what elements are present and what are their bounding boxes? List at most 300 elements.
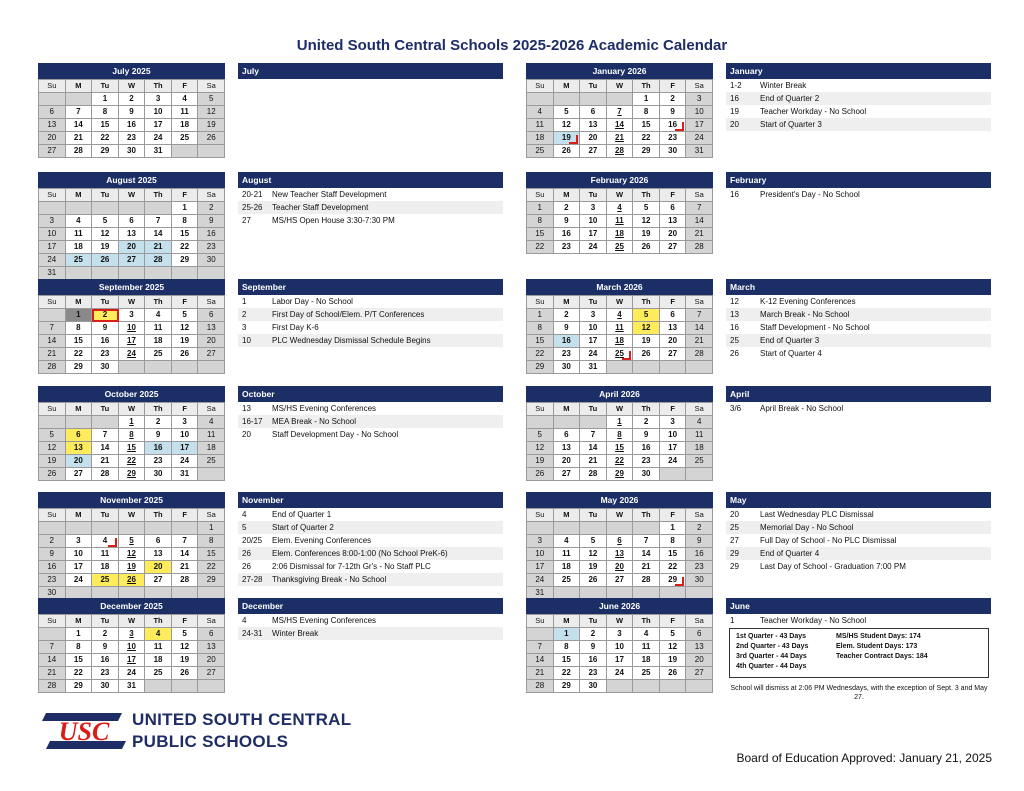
events-title: April [726,386,991,402]
weekday-label: Sa [686,403,713,416]
calendar-day [686,522,713,535]
calendar-day [119,132,146,145]
day-number: 4 [102,536,108,545]
calendar-day [686,93,713,106]
day-number: 21 [694,229,704,238]
calendar-day [580,641,607,654]
month-title: September 2025 [38,279,225,295]
day-number: 29 [535,362,545,371]
calendar-day [554,455,581,468]
calendar-day [66,215,93,228]
calendar-day [633,145,660,158]
calendar-day [119,228,146,241]
event-row [726,321,991,334]
calendar-day [633,455,660,468]
month-grid [38,79,225,158]
calendar-day [92,535,119,548]
event-description: Last Wednesday PLC Dismissal [760,510,874,519]
event-date: 26 [730,349,739,358]
calendar-day [527,561,554,574]
event-row [726,534,991,547]
calendar-day [580,348,607,361]
day-number: 25 [535,146,545,155]
day-number: 22 [127,456,136,465]
calendar-day [198,535,225,548]
day-number: 19 [127,562,136,571]
events-title: October [238,386,503,402]
day-number: 27 [206,668,216,677]
calendar-day [198,132,225,145]
calendar-day [172,468,199,481]
calendar-day [686,241,713,254]
month-grid [38,188,225,280]
calendar-day [198,241,225,254]
day-number: 10 [535,549,545,558]
calendar-day [660,202,687,215]
day-number: 18 [73,242,83,251]
calendar-day [198,202,225,215]
empty-day [554,416,581,429]
day-number: 10 [694,107,704,116]
calendar-day [607,228,634,241]
calendar-day [66,254,93,267]
day-number: 6 [590,107,596,116]
calendar-day [527,241,554,254]
calendar-day [633,202,660,215]
day-number: 16 [127,120,136,129]
calendar-day [39,654,66,667]
day-number: 13 [206,323,216,332]
day-number: 7 [76,107,81,116]
calendar-day [92,335,119,348]
calendar-day [633,628,660,641]
weekday-label: Su [527,296,554,309]
day-number: 1 [617,417,622,426]
calendar-day [633,241,660,254]
event-row [726,118,991,131]
weekday-label: Tu [92,403,119,416]
event-date: 20-21 [242,190,263,199]
weekday-label: Tu [92,80,119,93]
empty-day [660,361,687,374]
calendar-day [145,628,172,641]
day-number: 27 [73,469,83,478]
calendar-day [554,654,581,667]
weekday-label: W [119,509,146,522]
calendar-day [39,429,66,442]
event-row [726,105,991,118]
weekday-label: Tu [92,189,119,202]
day-number: 8 [129,430,134,439]
calendar-day [145,119,172,132]
weekday-label: Sa [198,296,225,309]
event-description: Labor Day - No School [272,297,353,306]
calendar-day [580,429,607,442]
weekday-label: Su [39,80,66,93]
calendar-day [580,468,607,481]
calendar-day [198,93,225,106]
weekday-label: Tu [92,296,119,309]
event-row [238,547,503,560]
day-number: 16 [153,443,163,452]
day-number: 28 [73,146,83,155]
event-date: 1-2 [730,81,742,90]
day-number: 28 [100,469,110,478]
calendar-day [66,309,93,322]
empty-day [39,416,66,429]
logo-line-1: UNITED SOUTH CENTRAL [132,710,352,729]
calendar-day [607,468,634,481]
event-date: 4 [242,510,247,519]
calendar-day [633,335,660,348]
day-number: 17 [588,336,598,345]
day-number: 20 [561,456,571,465]
month-grid [526,188,713,254]
weekday-label: W [119,189,146,202]
day-number: 7 [696,310,702,319]
day-number: 4 [617,310,622,319]
calendar-day [527,442,554,455]
calendar-day [39,254,66,267]
calendar-day [633,442,660,455]
day-number: 23 [127,133,136,142]
empty-day [145,361,172,374]
day-number: 21 [47,349,57,358]
calendar-day [580,309,607,322]
day-number: 14 [694,216,704,225]
calendar-day [580,442,607,455]
day-number: 28 [615,146,624,155]
day-number: 29 [100,146,110,155]
day-number: 12 [668,642,678,651]
empty-day [119,361,146,374]
event-date: 25 [730,336,739,345]
day-number: 15 [535,229,545,238]
day-number: 22 [100,133,110,142]
day-number: 3 [537,536,542,545]
weekday-label: W [607,403,634,416]
weekday-label: Th [145,296,172,309]
event-description: New Teacher Staff Development [272,190,387,199]
day-number: 2 [590,629,596,638]
day-number: 17 [127,336,136,345]
calendar-day [660,628,687,641]
day-number: 28 [588,469,598,478]
calendar-day [686,429,713,442]
calendar-day [66,680,93,693]
day-number: 23 [588,668,598,677]
calendar-day [580,202,607,215]
event-date: 3 [242,323,247,332]
weekday-label: Su [39,615,66,628]
weekday-label: M [554,189,581,202]
calendar-day [554,442,581,455]
day-number: 26 [180,668,190,677]
empty-day [527,522,554,535]
day-number: 20 [47,133,57,142]
calendar-day [66,335,93,348]
month-grid [526,508,713,600]
day-number: 29 [180,255,190,264]
calendar-day [198,561,225,574]
day-number: 22 [206,562,216,571]
day-number: 29 [561,681,571,690]
day-number: 4 [208,417,214,426]
day-number: 24 [47,255,57,264]
day-number: 13 [206,642,216,651]
empty-day [145,202,172,215]
calendar-day [607,106,634,119]
event-row [238,534,503,547]
calendar-day [92,641,119,654]
empty-day [686,680,713,693]
event-description: Winter Break [272,629,319,638]
calendar-day [198,429,225,442]
day-number: 25 [206,456,216,465]
event-date: 3/6 [730,404,742,413]
calendar-day [145,574,172,587]
day-number: 5 [643,203,649,212]
calendar-day [554,228,581,241]
calendar-day [145,215,172,228]
calendar-day [607,119,634,132]
calendar-day [92,455,119,468]
calendar-day [580,132,607,145]
day-number: 8 [76,323,81,332]
day-number: 15 [206,549,216,558]
day-number: 2 [564,310,569,319]
day-number: 3 [129,310,134,319]
month-calendar [38,492,225,600]
calendar-day [580,322,607,335]
event-description: Teacher Workday - No School [760,107,867,116]
calendar-day [686,132,713,145]
calendar-day [66,548,93,561]
month-events [726,279,991,360]
day-number: 26 [206,133,216,142]
student-days [836,632,982,674]
day-number: 12 [206,107,216,116]
day-number: 1 [643,94,649,103]
calendar-day [660,228,687,241]
weekday-label: Tu [580,615,607,628]
calendar-day [172,429,199,442]
day-number: 3 [155,94,161,103]
calendar-day [660,145,687,158]
usc-logo-icon [40,707,128,755]
day-number: 28 [641,575,651,584]
month-title: January 2026 [526,63,713,79]
calendar-day [686,442,713,455]
day-number: 6 [155,536,161,545]
day-number: 15 [535,336,545,345]
calendar-day [172,348,199,361]
calendar-day [527,667,554,680]
event-row [238,415,503,428]
calendar-day [39,468,66,481]
events-title: February [726,172,991,188]
calendar-day [686,535,713,548]
month-calendar [526,63,713,158]
weekday-label: F [172,403,199,416]
day-number: 20 [668,336,678,345]
month-calendar [526,492,713,600]
day-number: 11 [562,549,571,558]
events-title: September [238,279,503,295]
calendar-day [198,215,225,228]
day-number: 20 [73,456,83,465]
event-description: Teacher Workday - No School [760,616,867,625]
calendar-day [172,442,199,455]
calendar-day [39,322,66,335]
day-number: 11 [100,549,110,558]
day-number: 30 [561,362,571,371]
weekday-label: F [172,189,199,202]
event-date: 1 [242,297,247,306]
calendar-day [39,455,66,468]
empty-day [119,522,146,535]
day-number: 29 [127,469,136,478]
event-row [238,627,503,640]
calendar-day [119,455,146,468]
calendar-day [686,561,713,574]
day-number: 6 [696,629,702,638]
month-events [726,598,991,627]
calendar-day [607,429,634,442]
calendar-day [660,241,687,254]
events-title: August [238,172,503,188]
calendar-day [92,119,119,132]
calendar-day [66,535,93,548]
calendar-day [145,322,172,335]
calendar-day [527,654,554,667]
day-number: 16 [100,336,110,345]
weekday-label: Sa [686,189,713,202]
day-number: 31 [535,588,545,597]
day-number: 14 [588,443,598,452]
day-number: 4 [617,203,622,212]
calendar-day [39,574,66,587]
calendar-day [660,429,687,442]
calendar-day [66,145,93,158]
calendar-day [66,429,93,442]
weekday-label: Su [527,189,554,202]
calendar-day [554,628,581,641]
empty-day [172,145,199,158]
day-number: 4 [182,94,187,103]
calendar-day [660,335,687,348]
event-row [726,79,991,92]
calendar-day [119,309,146,322]
day-number: 15 [180,229,190,238]
calendar-day [527,335,554,348]
calendar-day [66,228,93,241]
calendar-day [39,548,66,561]
event-description: Memorial Day - No School [760,523,854,532]
calendar-day [145,241,172,254]
day-number: 5 [49,430,54,439]
event-row [726,308,991,321]
calendar-day [554,322,581,335]
event-description: Last Day of School - Graduation 7:00 PM [760,562,906,571]
day-number: 24 [668,456,678,465]
calendar-day [686,119,713,132]
empty-day [580,93,607,106]
calendar-day [66,241,93,254]
calendar-day [39,535,66,548]
calendar-day [92,548,119,561]
day-number: 18 [180,120,190,129]
days-line: Teacher Contract Days: 184 [836,653,928,660]
calendar-day [580,241,607,254]
day-number: 27 [694,668,704,677]
calendar-day [607,641,634,654]
month-events [238,386,503,441]
calendar-day [119,106,146,119]
calendar-day [607,548,634,561]
calendar-day [198,654,225,667]
day-number: 26 [641,242,651,251]
calendar-day [39,667,66,680]
calendar-day [119,145,146,158]
month-grid [38,402,225,481]
calendar-day [607,215,634,228]
day-number: 9 [49,549,54,558]
day-number: 28 [47,362,57,371]
day-number: 30 [588,681,598,690]
day-number: 15 [73,655,83,664]
day-number: 6 [49,107,54,116]
day-number: 3 [182,417,187,426]
event-row [238,402,503,415]
calendar-day [145,228,172,241]
empty-day [172,361,199,374]
day-number: 22 [73,668,83,677]
day-number: 28 [535,681,545,690]
event-date: 29 [730,549,739,558]
calendar-day [633,309,660,322]
day-number: 5 [537,430,542,439]
empty-day [145,522,172,535]
calendar-day [686,106,713,119]
day-number: 10 [47,229,57,238]
calendar-day [633,574,660,587]
day-number: 21 [47,668,57,677]
calendar-day [554,468,581,481]
approval-line: Board of Education Approved: January 21, 2025 [736,751,992,765]
day-number: 26 [127,575,136,584]
calendar-day [119,535,146,548]
calendar-day [172,416,199,429]
day-number: 14 [641,549,651,558]
day-number: 3 [129,629,134,638]
weekday-label: F [172,615,199,628]
day-number: 12 [180,323,190,332]
event-date: 26 [242,562,251,571]
calendar-day [145,106,172,119]
calendar-day [554,535,581,548]
logo-mark-text: USC [58,717,110,746]
day-number: 8 [208,536,214,545]
day-number: 21 [180,562,190,571]
day-number: 25 [73,255,83,264]
quarter-line: 2nd Quarter - 43 Days [736,643,809,650]
day-number: 20 [694,655,704,664]
day-number: 27 [561,469,571,478]
day-number: 11 [74,229,83,238]
calendar-day [92,442,119,455]
calendar-day [92,93,119,106]
